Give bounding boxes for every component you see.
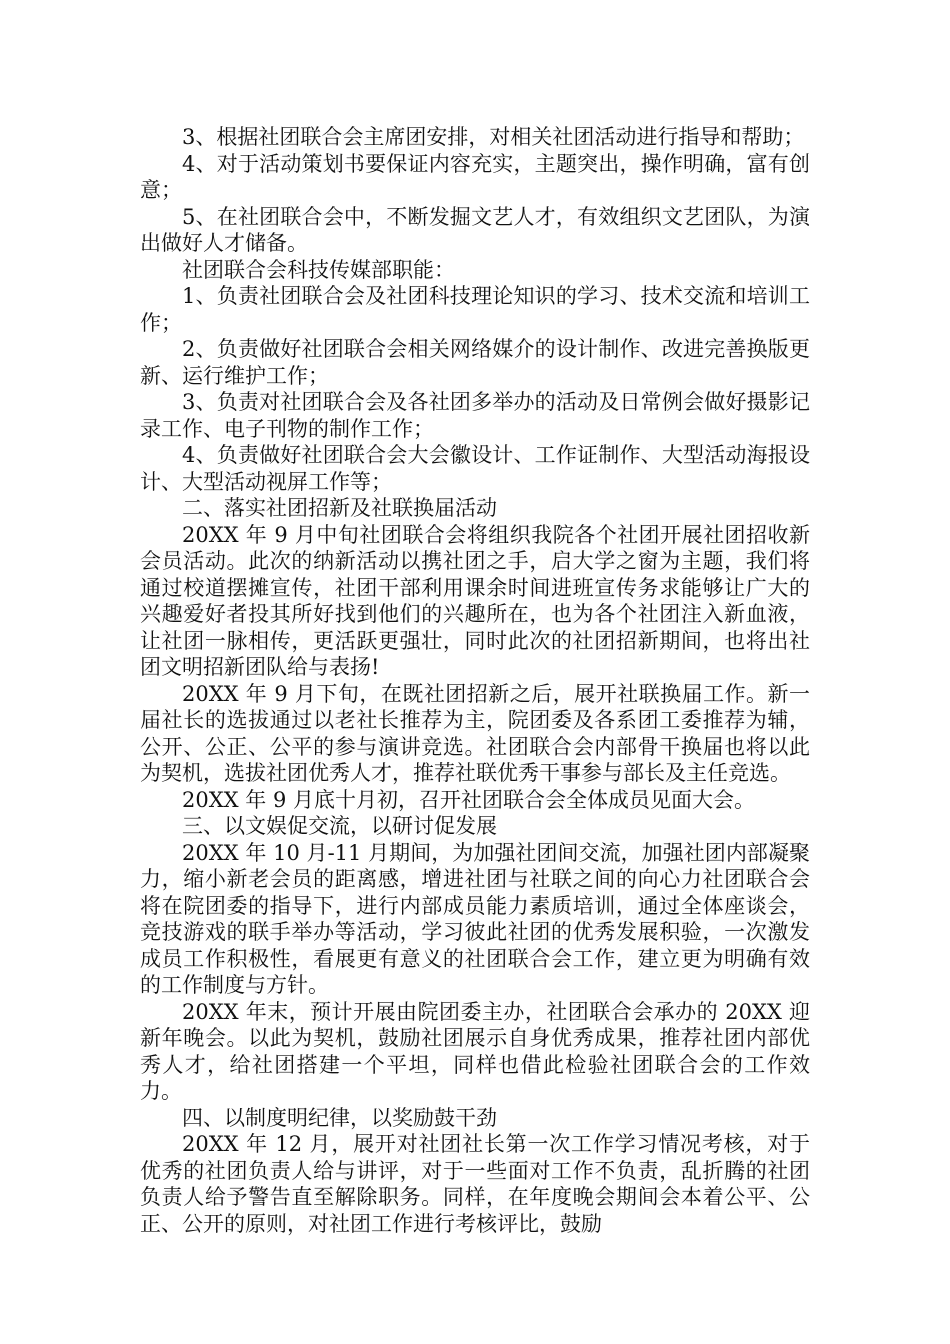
paragraph-item-5: 5、在社团联合会中，不断发掘文艺人才，有效组织文艺团队，为演出做好人才储备。 — [140, 204, 810, 255]
election-paragraph: 20XX 年 9 月下旬，在既社团招新之后，展开社联换届工作。新一届社长的选拔通过以老社长推荐为主，院团委及各系团工委推荐为辅，公开、公正、公平的参与演讲竞选。社团联合会内部骨干换届也将以此为契机，选拔社团优秀人才，推荐社联优秀干事参与部长及主任竞选。 — [140, 681, 810, 785]
paragraph-item-4: 4、对于活动策划书要保证内容充实，主题突出，操作明确，富有创意； — [140, 151, 810, 202]
section-heading-3: 三、以文娱促交流，以研讨促发展 — [182, 814, 497, 838]
media-duty-1: 1、负责社团联合会及社团科技理论知识的学习、技术交流和培训工作； — [140, 284, 810, 335]
media-duty-2: 2、负责做好社团联合会相关网络媒介的设计制作、改进完善换版更新、运行维护工作； — [140, 337, 810, 388]
section-title-media-dept: 社团联合会科技传媒部职能： — [182, 257, 455, 282]
section-heading-4: 四、以制度明纪律，以奖励鼓干劲 — [182, 1105, 497, 1130]
general-meeting-paragraph: 20XX 年 9 月底十月初，召开社团联合会全体成员见面大会。 — [182, 787, 756, 812]
media-duty-4: 4、负责做好社团联合会大会徽设计、工作证制作、大型活动海报设计、大型活动视屏工作等； — [140, 443, 810, 494]
section-heading-2: 二、落实社团招新及社联换届活动 — [182, 496, 497, 520]
assessment-paragraph: 20XX 年 12 月，展开对社团社长第一次工作学习情况考核，对于优秀的社团负责人给与讲评，对于一些面对工作不负责，乱折腾的社团负责人给予警告直至解除职务。同样，在年度晚会期间会本着公平、公正、公开的原则，对社团工作进行考核评比，鼓励 — [140, 1132, 810, 1236]
exchange-paragraph: 20XX 年 10 月-11 月期间，为加强社团间交流，加强社团内部凝聚力，缩小新老会员的距离感，增进社团与社联之间的向心力社团联合会将在院团委的指导下，进行内部成员能力素质培训，通过全体座谈会，竞技游戏的联手举办等活动，学习彼此社团的优秀发展积验，一次激发成员工作积极性，看展更有意义的社团联合会工作，建立更为明确有效的工作制度与方针。 — [140, 840, 810, 997]
paragraph-item-3: 3、根据社团联合会主席团安排，对相关社团活动进行指导和帮助； — [182, 125, 805, 149]
media-duty-3: 3、负责对社团联合会及各社团多举办的活动及日常例会做好摄影记录工作、电子刊物的制作工作； — [140, 390, 810, 441]
new-year-gala-paragraph: 20XX 年末，预计开展由院团委主办，社团联合会承办的 20XX 迎新年晚会。以此为契机，鼓励社团展示自身优秀成果，推荐社团内部优秀人才，给社团搭建一个平坦，同样也借此检验社团联合会的工作效力。 — [140, 999, 810, 1103]
document-body — [140, 124, 810, 1237]
recruitment-paragraph: 20XX 年 9 月中旬社团联合会将组织我院各个社团开展社团招收新会员活动。此次的纳新活动以携社团之手，启大学之窗为主题，我们将通过校道摆摊宣传，社团干部利用课余时间进班宣传务求能够让广大的兴趣爱好者投其所好找到他们的兴趣所在，也为各个社团注入新血液，让社团一脉相传，更活跃更强壮，同时此次的社团招新期间，也将出社团文明招新团队给与表扬! — [140, 522, 810, 679]
